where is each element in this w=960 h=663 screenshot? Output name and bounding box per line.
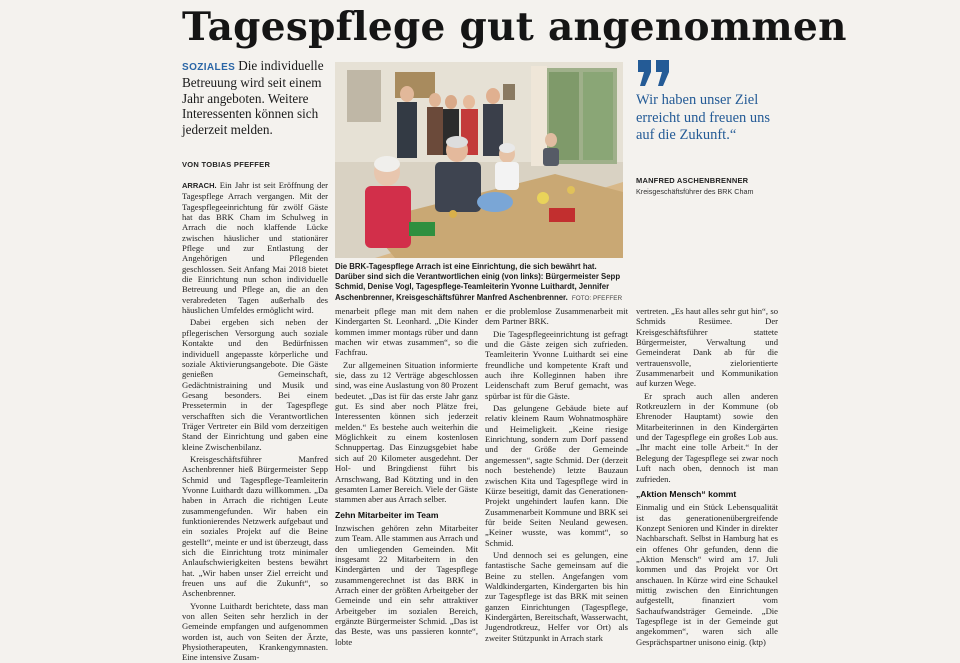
paragraph: Die Tagespflegeeinrichtung ist gefragt und die Gäste zeigen sich zufrieden. Teamleiterin Yvonne Luithardt sei eine freundliche und kompetente Kraft und auch ihre Kolleginnen haben ihre Leidenschaft zum Beruf gemacht, was spürbar ist für die Gäste. xyxy=(485,328,628,401)
dateline: ARRACH. xyxy=(182,181,217,190)
subheading: Zehn Mitarbeiter im Team xyxy=(335,509,439,520)
article-photo xyxy=(335,62,623,258)
paragraph: Einmalig und ein Stück Lebensqualität ist das generationenübergreifende Konzept Senioren und Kinder in direkter Nachbarschaft. Selbst in Hamburg hat es ein offenes Ohr gefunden, denn die „Aktion Mensch“ wird am 17. Juli kommen und das Projekt vor Ort anschauen. In Kürze wird eine Schaukel mittig zwischen den Einrichtungen aufgestellt, finanziert vom Sachaufwandsträger Gemeinde. „Die Tagespflege ist in der Gemeinde gut angekommen“, waren sich alle Gesprächspartner unisono einig. (ktp) xyxy=(636,502,778,647)
text-column-3 xyxy=(485,306,628,643)
paragraph: Und dennoch sei es gelungen, eine fantastische Sache gemeinsam auf die Beine zu stellen. Angefangen vom Waldkindergarten, Kindergarten bis hin zur Tagespflege ist das BRK mit seinen ganzen Einrichtungen (Tagespflege, Kindergärten, Bereitschaft, Wasserwacht, Jugendrotkreuz, Helfer vor Ort) als zweiter Stützpunkt in Arrach stark xyxy=(485,549,628,643)
quote-author: MANFRED ASCHENBRENNER xyxy=(636,176,749,185)
text-column-4 xyxy=(636,306,778,647)
paragraph: Kreisgeschäftsführer Manfred Aschenbrenner hieß Bürgermeister Sepp Schmid und Tagespflege-Teamleiterin Yvonne Luithardt dazu willkommen. „Da haben in Arrach die richtigen Leute zusammengefunden. Wir haben ein funktionierendes Netzwerk aufgebaut und ein soziales Projekt auf die Beine gestellt“, meinte er und ist überzeugt, dass sich die Einrichtung trotz minimaler Anlaufschwierigkeiten bestens bewährt hat. „Wir haben unser Ziel erreicht und freuen uns auf die Zukunft“, so Aschenbrenner. xyxy=(182,453,328,599)
quote-author-role: Kreisgeschäftsführer des BRK Cham xyxy=(636,187,754,196)
paragraph: Yvonne Luithardt berichtete, dass man von allen Seiten sehr herzlich in der Gemeinde empfangen und aufgenommen worden ist, auch von Seiten der Ärzte, Physiotherapeuten, Krankengymnasten. Eine intensive Zusam- xyxy=(182,600,328,663)
paragraph: Dabei ergeben sich neben der pflegerischen Versorgung auch soziale Kontakte und den Bedürfnissen individuell angepasste körperliche und soziale Aktivierungsangebote. Die Gäste genießen Gemeinschaft, Gedächtnistraining und Musik und Gesang besonders. Bei einem Pressetermin in der Tagespflege verschafften sich die Verantwortlichen Träger Vertreter ein Bild vom derzeitigen Stand der Einrichtung und gaben eine kleine Zwischenbilanz. xyxy=(182,317,328,452)
text-column-2 xyxy=(335,306,478,647)
photo-credit: FOTO: PFEFFER xyxy=(571,294,623,302)
photo-caption xyxy=(335,262,627,304)
paragraph xyxy=(182,180,328,315)
kicker: SOZIALES xyxy=(182,62,236,73)
paragraph: Zur allgemeinen Situation informierte sie, dass zu 12 Verträge abgeschlossen sind, was eine Auslastung von 80 Prozent bedeutet. „Das ist für das erste Jahr ganz gut. Es sind aber noch Plätze frei, Interessenten können sich jederzeit melden.“ Es bestehe auch weiterhin die Möglichkeit zu einem kostenlosen Schnuppertag. Das Einzugsgebiet habe sich auf 20 Kilometer ausgedehnt. Der Hol- und Bringdienst führt bis Arnschwang, Bad Kötzting und in den gesamten Lamer Bereich. Viele der Gäste stammen aber aus Arrach selber. xyxy=(335,359,478,505)
paragraph: Er sprach auch allen anderen Rotkreuzlern in der Kommune (ob Ehrenoder Hauptamt) sowie den Mitarbeiterinnen in den Kindergärten und der Tagespflege ein großes Lob aus. „Ihr macht eine tolle Arbeit.“ In der Belegung der Tagespflege sei zwar noch Luft nach oben, dennoch ist man zufrieden. xyxy=(636,390,778,484)
headline: Tagespflege gut angenommen xyxy=(182,4,847,50)
lead-text: Die individuelle Betreuung wird seit einem Jahr angeboten. Weitere Interessenten können sich jederzeit melden. xyxy=(182,58,324,137)
caption-text: Die BRK-Tagespflege Arrach ist eine Einrichtung, die sich bewährt hat. Darüber sind sich die Verantwortlichen einig (von links): Bürgermeister Sepp Schmid, Denise Vogl, Tagespflege-Teamleiterin Yvonne Luithardt, Jennifer Aschenbrenner, Kreisgeschäftsführer Manfred Aschenbrenner. xyxy=(335,262,621,302)
pull-quote: Wir haben unser Ziel erreicht und freuen uns auf die Zukunft.“ xyxy=(636,92,771,143)
paragraph: Das gelungene Gebäude biete auf relativ kleinem Raum Wohnatmosphäre und Heimeligkeit. „Keine riesige Einrichtung, sondern zum Dorf passend und der Größe der Gemeinde angemessen“, sagte Schmid. Der (derzeit noch bestehende) letzte Bauzaun zwischen Kita und Tagespflege wird in Kürze beseitigt, damit das Generationen-Projekt ungehindert laufen kann. Die Zusammenarbeit Kommune und BRK sei für beide Seiten Neuland gewesen. „Keiner wusste, was kommt“, so Schmid. xyxy=(485,403,628,548)
lead-paragraph xyxy=(182,58,330,137)
paragraph: vertreten. „Es haut alles sehr gut hin“, so Schmids Resümee. Der Kreisgeschäftsführer stattete Bürgermeister, Verwaltung und Gemeinderat Dank ab für die vertrauensvolle, zielorientierte Zusammenarbeit und Kommunikation auf kurzen Wege. xyxy=(636,306,778,389)
text-column-1 xyxy=(182,180,329,663)
paragraph-text: Ein Jahr ist seit Eröffnung der Tagespflege Arrach vergangen. Mit der Tagespflegeeinrichtung für zwölf Gäste hat das BRK Cham im Schulweg in Arrach die noch klaffende Lücke zwischen häuslicher und stationärer Pflege und zur Entlastung der Angehörigen und Pflegenden geschlossen. Seit Anfang Mai 2018 bietet die Einrichtung nun schon individuelle Betreuung und Pflege an, die an den verabredeten Tagen außerhalb des häuslichen Umfeldes ermöglicht wird. xyxy=(182,180,329,316)
paragraph: er die problemlose Zusammenarbeit mit dem Partner BRK. xyxy=(485,306,628,327)
byline: VON TOBIAS PFEFFER xyxy=(182,160,271,169)
paragraph: menarbeit pflege man mit dem nahen Kindergarten St. Leonhard. „Die Kinder kommen immer montags rüber und dann machen wir etwas zusammen“, so die Fachfrau. xyxy=(335,306,478,358)
subheading: „Aktion Mensch“ kommt xyxy=(636,488,737,499)
paragraph: Inzwischen gehören zehn Mitarbeiter zum Team. Alle stammen aus Arrach und den umliegenden Gemeinden. Mit insgesamt 22 Mitarbeitern in den Kindergärten und der Tagespflege zusammengerechnet ist das BRK in Arrach einer der größten Arbeitgeber der Gemeinde und ein sehr attraktiver Arbeitgeber im sozialen Bereich, ergänzte Bürgermeister Schmid. „Das ist das Beste, was uns passieren konnte“, lobte xyxy=(335,522,478,647)
quote-mark-icon xyxy=(636,58,672,88)
group-photo-illustration xyxy=(335,62,623,258)
